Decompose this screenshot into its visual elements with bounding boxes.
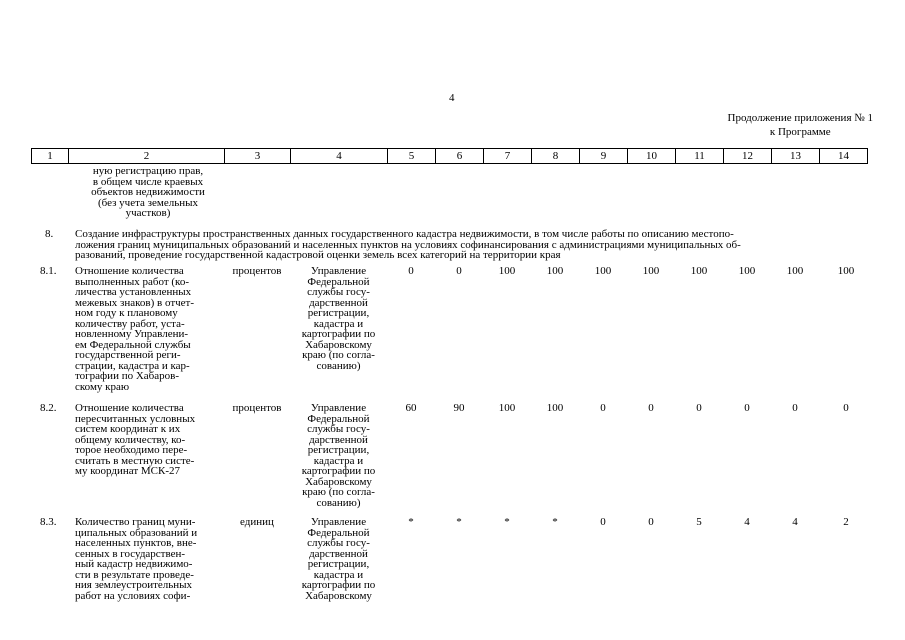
text-line: краю (по согла- [302, 349, 375, 361]
value-cell: 100 [546, 265, 564, 277]
page-number: 4 [449, 92, 455, 104]
text-line: Управление [310, 516, 367, 528]
continuation-note [728, 111, 873, 139]
value-cell: 100 [594, 265, 612, 277]
text-line: Отношение количества [75, 402, 184, 414]
text-line: считать в местную систе- [75, 454, 195, 467]
text-line: населенных пунктов, вне- [75, 537, 197, 549]
text-line: в общем числе краевых [92, 175, 204, 188]
text-line: ложения границ муниципальных образований и населенных пунктов на условиях софинансирования с администрациями муниципальных об- [75, 238, 741, 251]
value-cell: 100 [498, 402, 516, 414]
responsible-org [290, 403, 387, 508]
value-cell: 0 [456, 265, 462, 277]
text-line: Федеральной [307, 526, 370, 539]
text-line: (без учета земельных [97, 196, 199, 209]
indicator-name [75, 517, 225, 601]
value-cell: 4 [792, 516, 798, 528]
text-line: дарственной [309, 296, 368, 309]
text-line: Хабаровскому [305, 475, 372, 488]
column-number: 9 [580, 149, 628, 164]
text-line: скому краю [75, 380, 130, 393]
value-cell: 100 [690, 265, 708, 277]
text-line: участков) [125, 207, 171, 219]
value-cell: 2 [843, 516, 849, 528]
unit: единиц [240, 516, 274, 528]
text-line: пересчитанных условных [75, 412, 196, 425]
text-line: Управление [310, 402, 367, 414]
text-line: Федеральной [307, 275, 370, 288]
value-cell: 0 [744, 402, 750, 414]
text-line: межевых знаков) в отчет- [75, 296, 195, 309]
column-number: 11 [676, 149, 724, 164]
value-cell: 5 [696, 516, 702, 528]
text-line: сти в результате проведе- [75, 568, 194, 581]
column-number: 1 [32, 149, 69, 164]
text-line: регистрации, [307, 558, 370, 570]
column-number: 8 [532, 149, 580, 164]
text-line: Хабаровскому [305, 589, 372, 602]
value-cell: 100 [642, 265, 660, 277]
value-cell: 4 [744, 516, 750, 528]
value-cell: 0 [648, 516, 654, 528]
row-number: 8.2. [40, 402, 57, 414]
value-cell: 0 [696, 402, 702, 414]
text-line: Количество границ муни- [75, 516, 196, 528]
text-line: картографии по [301, 579, 376, 591]
text-line: работ на условиях софи- [75, 589, 191, 602]
text-line: Хабаровскому [305, 338, 372, 351]
column-number: 10 [628, 149, 676, 164]
value-cell: * [456, 516, 462, 528]
continuation-line-2: к Программе [769, 126, 831, 138]
row-number: 8.3. [40, 516, 57, 528]
text-line: кадастра и [313, 568, 364, 581]
column-number: 4 [291, 149, 388, 164]
text-line: сенных в государствен- [75, 547, 186, 560]
text-line: службы госу- [307, 537, 370, 549]
text-line: му координат МСК-27 [75, 465, 180, 477]
value-cell: 0 [843, 402, 849, 414]
column-number-header [31, 148, 868, 164]
section-number: 8. [45, 228, 54, 240]
text-line: количеству работ, уста- [75, 317, 185, 330]
text-line: новленному Управлени- [75, 328, 189, 340]
text-line: государственной реги- [75, 349, 181, 361]
value-cell: 0 [648, 402, 654, 414]
text-line: службы госу- [307, 423, 370, 435]
value-cell: 0 [408, 265, 414, 277]
text-line: службы госу- [307, 286, 370, 298]
carry-over-indicator-name [72, 166, 224, 219]
text-line: объектов недвижимости [91, 186, 205, 198]
value-cell: 100 [837, 265, 855, 277]
section-title [75, 229, 872, 261]
unit: процентов [232, 402, 282, 414]
text-line: ния землеустроительных [75, 579, 193, 591]
value-cell: 100 [738, 265, 756, 277]
column-number: 14 [820, 149, 868, 164]
column-number: 13 [772, 149, 820, 164]
indicator-name [75, 403, 225, 477]
text-line: картографии по [301, 465, 376, 477]
responsible-org [290, 266, 387, 371]
text-line: ную регистрацию прав, [92, 165, 204, 177]
column-number: 6 [436, 149, 484, 164]
text-line: Управление [310, 265, 367, 277]
value-cell: 0 [600, 402, 606, 414]
text-line: страции, кадастра и кар- [75, 359, 190, 372]
text-line: личества установленных [75, 286, 192, 298]
value-cell: 0 [600, 516, 606, 528]
value-cell: * [552, 516, 558, 528]
column-number: 12 [724, 149, 772, 164]
text-line: Создание инфраструктуры пространственных данных государственного кадастра недвижимости, в том числе работы по описанию местопо- [75, 228, 734, 240]
indicator-name [75, 266, 225, 392]
value-cell: 90 [453, 402, 465, 414]
text-line: дарственной [309, 433, 368, 446]
text-line: регистрации, [307, 444, 370, 456]
value-cell: 100 [786, 265, 804, 277]
text-line: Федеральной [307, 412, 370, 425]
column-number: 2 [69, 149, 225, 164]
text-line: ципальных образований и [75, 526, 198, 539]
continuation-line-1: Продолжение приложения № 1 [727, 112, 873, 124]
column-number: 7 [484, 149, 532, 164]
value-cell: 100 [498, 265, 516, 277]
text-line: тографии по Хабаров- [75, 370, 180, 382]
row-number: 8.1. [40, 265, 57, 277]
text-line: сованию) [316, 496, 361, 509]
text-line: краю (по согла- [302, 486, 375, 498]
text-line: кадастра и [313, 317, 364, 330]
column-number: 3 [225, 149, 291, 164]
text-line: систем координат к их [75, 423, 181, 435]
text-line: картографии по [301, 328, 376, 340]
text-line: дарственной [309, 547, 368, 560]
text-line: разований, проведение государственной кадастровой оценки земель всех категорий на территории края [75, 249, 561, 261]
value-cell: * [408, 516, 414, 528]
text-line: ем Федеральной службы [75, 338, 191, 351]
text-line: ном году к плановому [75, 307, 178, 319]
value-cell: 100 [546, 402, 564, 414]
unit: процентов [232, 265, 282, 277]
column-number: 5 [388, 149, 436, 164]
text-line: общему количеству, ко- [75, 433, 186, 446]
value-cell: 60 [405, 402, 417, 414]
text-line: регистрации, [307, 307, 370, 319]
text-line: торое необходимо пере- [75, 444, 188, 456]
value-cell: 0 [792, 402, 798, 414]
text-line: ный кадастр недвижимо- [75, 558, 193, 570]
text-line: Отношение количества [75, 265, 184, 277]
text-line: выполненных работ (ко- [75, 275, 190, 288]
value-cell: * [504, 516, 510, 528]
text-line: сованию) [316, 359, 361, 372]
text-line: кадастра и [313, 454, 364, 467]
responsible-org [290, 517, 387, 601]
